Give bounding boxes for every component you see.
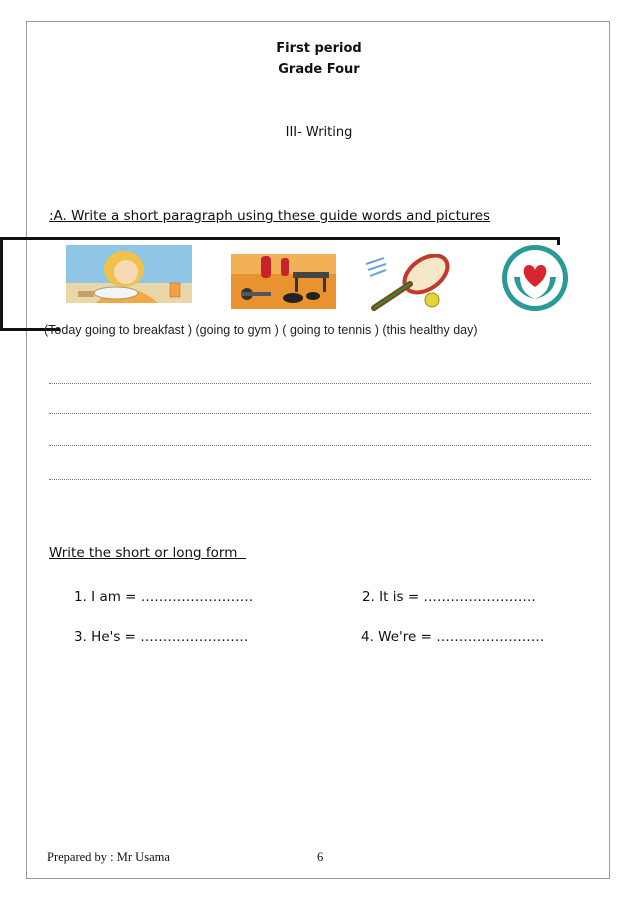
writing-line-2[interactable] — [49, 413, 591, 414]
exercise-item-3[interactable]: 3. He's = …………………… — [74, 629, 249, 645]
footer-page-number: 6 — [317, 850, 324, 864]
writing-line-3[interactable] — [49, 445, 591, 446]
grade-heading: Grade Four — [278, 62, 360, 77]
tennis-racket-picture-icon — [364, 254, 459, 311]
exercise-item-4[interactable]: 4. We're = …………………… — [361, 629, 545, 645]
breakfast-picture-icon — [66, 245, 192, 303]
period-heading: First period — [276, 41, 362, 56]
healthy-heart-picture-icon — [500, 243, 570, 313]
gym-picture-icon — [231, 254, 336, 309]
exercise-item-1[interactable]: 1. I am = ……………………. — [74, 589, 254, 605]
part-b-instruction-text: Write the short or long form — [49, 545, 238, 561]
page-border — [26, 21, 610, 879]
part-b-instruction — [49, 545, 246, 561]
writing-line-1[interactable] — [49, 383, 591, 384]
writing-line-4[interactable] — [49, 479, 591, 480]
picture-frame-top — [0, 237, 560, 240]
part-a-instruction: :A. Write a short paragraph using these guide words and pictures — [49, 208, 491, 224]
picture-frame-left — [0, 237, 3, 331]
exercise-item-2[interactable]: 2. It is = ……………………. — [362, 589, 536, 605]
guide-words: (Today going to breakfast ) (going to gym ) ( going to tennis ) (this healthy day) — [44, 323, 478, 337]
footer-prepared-by: Prepared by : Mr Usama — [47, 850, 170, 864]
section-heading: III- Writing — [285, 125, 353, 140]
